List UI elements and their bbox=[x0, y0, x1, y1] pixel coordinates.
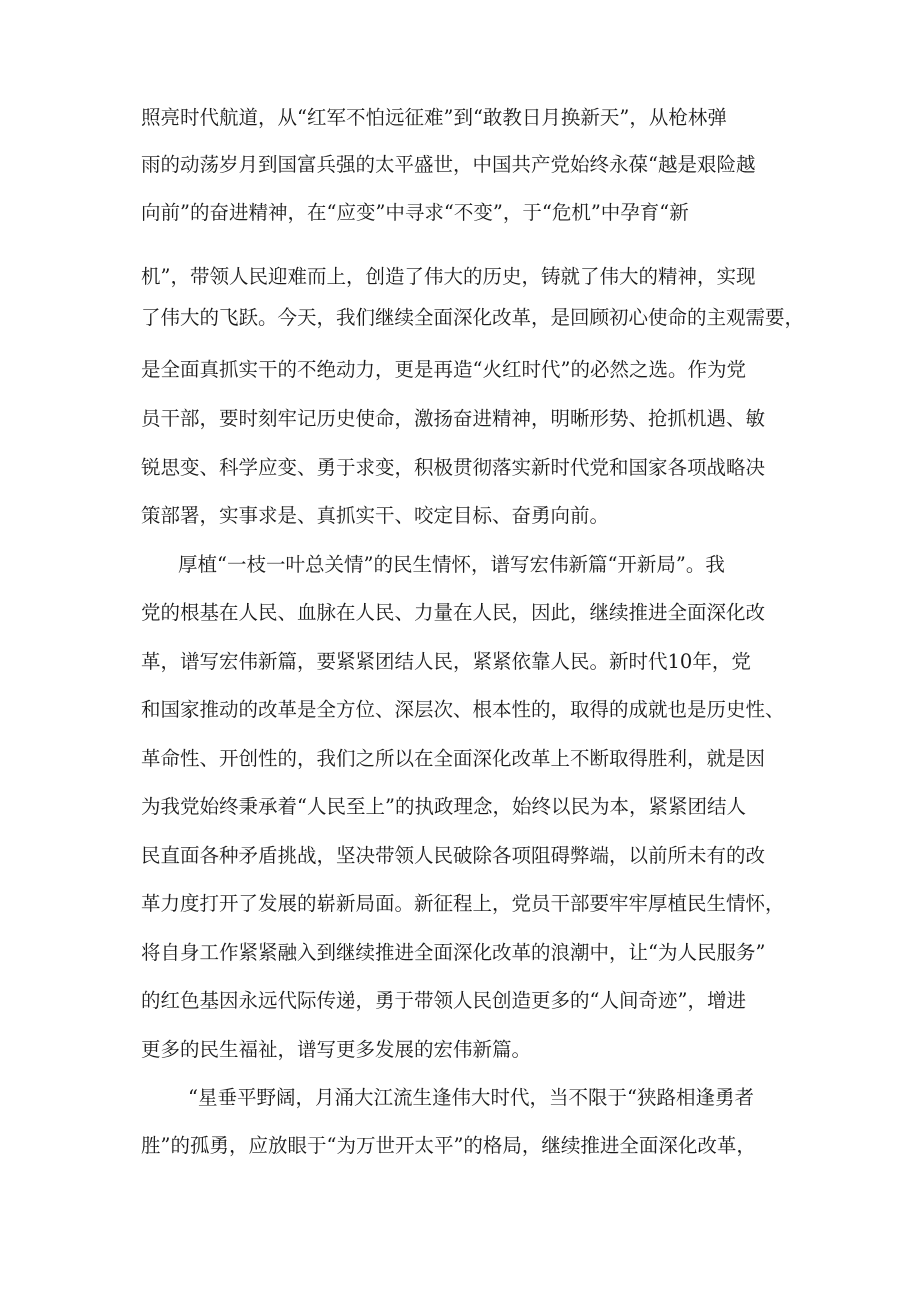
text-line-3: 向前”的奋进精神，在“应变”中寻求“不变”，于“危机”中孕育“新 bbox=[141, 201, 689, 224]
text-line-17: 革力度打开了发展的崭新局面。新征程上，党员干部要牢牢厚植民生情怀， bbox=[141, 892, 785, 915]
text-line-16: 民直面各种矛盾挑战，坚决带领人民破除各项阻碍弊端，以前所未有的改 bbox=[141, 844, 766, 867]
text-line-19: 的红色基因永远代际传递，勇于带领人民创造更多的“人间奇迹”，增进 bbox=[141, 989, 746, 1012]
text-line-22: 胜”的孤勇，应放眼于“为万世开太平”的格局，继续推进全面深化改革， bbox=[141, 1134, 756, 1157]
text-line-20: 更多的民生福祉，谱写更多发展的宏伟新篇。 bbox=[141, 1038, 532, 1061]
text-line-5: 了伟大的飞跃。今天，我们继续全面深化改革，是回顾初心使命的主观需要， bbox=[141, 306, 805, 329]
text-line-8: 锐思变、科学应变、勇于求变，积极贯彻落实新时代党和国家各项战略决 bbox=[141, 456, 766, 479]
text-line-13: 和国家推动的改革是全方位、深层次、根本性的，取得的成就也是历史性、 bbox=[141, 698, 785, 721]
text-line-21: “星垂平野阔，月涌大江流生逢伟大时代，当不限于“狭路相逢勇者 bbox=[188, 1086, 754, 1109]
text-line-6: 是全面真抓实干的不绝动力，更是再造“火红时代”的必然之选。作为党 bbox=[141, 358, 746, 381]
text-line-14: 革命性、开创性的，我们之所以在全面深化改革上不断取得胜利，就是因 bbox=[141, 747, 766, 770]
text-line-9: 策部署，实事求是、真抓实干、咬定目标、奋勇向前。 bbox=[141, 504, 610, 527]
text-line-1: 照亮时代航道，从“红军不怕远征难”到“敢教日月换新天”，从枪林弹 bbox=[141, 106, 727, 129]
text-line-11: 党的根基在人民、血脉在人民、力量在人民，因此，继续推进全面深化改 bbox=[141, 601, 766, 624]
text-line-2: 雨的动荡岁月到国富兵强的太平盛世，中国共产党始终永葆“越是艰险越 bbox=[141, 153, 756, 176]
text-line-18: 将自身工作紧紧融入到继续推进全面深化改革的浪潮中，让“为人民服务” bbox=[141, 941, 766, 964]
text-line-4: 机”，带领人民迎难而上，创造了伟大的历史，铸就了伟大的精神，实现 bbox=[141, 265, 756, 288]
text-line-10: 厚植“一枝一叶总关情”的民生情怀，谱写宏伟新篇“开新局”。我 bbox=[178, 553, 725, 576]
text-line-7: 员干部，要时刻牢记历史使命，激扬奋进精神，明晰形势、抢抓机遇、敏 bbox=[141, 407, 766, 430]
text-line-15: 为我党始终秉承着“人民至上”的执政理念，始终以民为本，紧紧团结人 bbox=[141, 795, 746, 818]
text-line-12: 革，谱写宏伟新篇，要紧紧团结人民，紧紧依靠人民。新时代10年，党 bbox=[141, 650, 751, 673]
